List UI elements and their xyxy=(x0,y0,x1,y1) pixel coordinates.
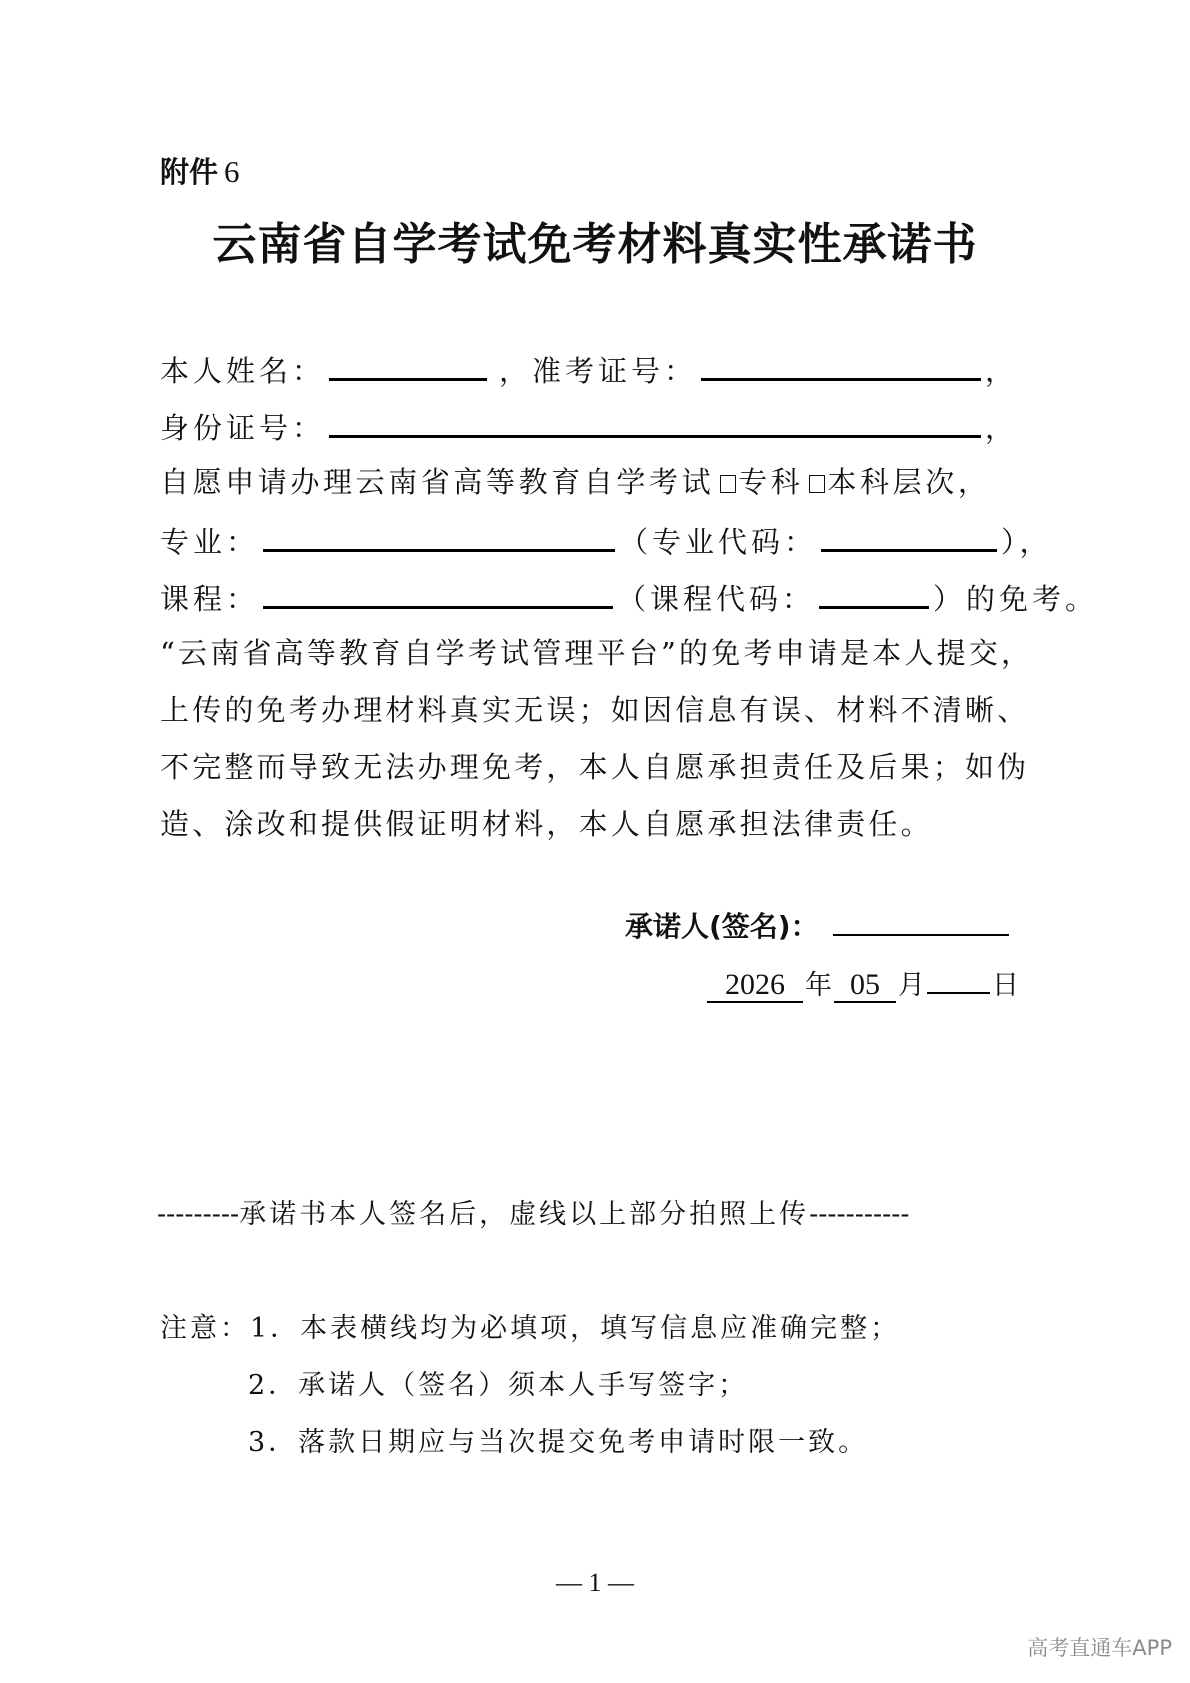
major-code-field[interactable] xyxy=(821,519,997,552)
course-field[interactable] xyxy=(263,576,613,609)
id-number-field[interactable] xyxy=(329,405,981,438)
line-end-comma: ， xyxy=(985,354,1019,388)
form-line-major xyxy=(160,519,1053,559)
note-item-2 xyxy=(248,1363,748,1402)
month-unit: 月 xyxy=(898,970,925,1001)
line-end: ）， xyxy=(1001,525,1053,559)
id-number-label: 身份证号： xyxy=(160,411,326,445)
form-line-name xyxy=(160,348,1018,388)
divider-text: 承诺书本人签名后，虚线以上部分拍照上传 xyxy=(239,1199,810,1230)
name-field[interactable] xyxy=(329,348,487,381)
attachment-number: 6 xyxy=(224,154,240,189)
date-row xyxy=(707,960,1021,1003)
page-number: — 1 — xyxy=(556,1568,634,1597)
note-item-1 xyxy=(160,1306,900,1345)
signature-row xyxy=(625,905,1013,945)
apply-text: 自愿申请办理云南省高等教育自学考试 xyxy=(160,465,715,499)
exam-id-label: 准考证号： xyxy=(532,354,698,388)
divider-dashes-left: --------- xyxy=(157,1199,240,1230)
note-text: 1．本表横线均为必填项，填写信息应准确完整； xyxy=(250,1313,901,1344)
page-title: 云南省自学考试免考材料真实性承诺书 xyxy=(212,219,978,270)
separator: ， xyxy=(499,354,533,388)
note-item-3 xyxy=(248,1420,868,1459)
course-code-field[interactable] xyxy=(819,576,929,609)
attachment-text: 附件 xyxy=(160,155,219,189)
exam-id-field[interactable] xyxy=(701,348,981,381)
signature-label: 承诺人(签名)： xyxy=(625,910,819,943)
form-line-course xyxy=(160,576,1098,616)
major-field[interactable] xyxy=(263,519,615,552)
option-junior-college: 专科 xyxy=(738,465,804,499)
form-line-id xyxy=(160,405,1018,445)
commitment-paragraph-line: 造、涂改和提供假证明材料，本人自愿承担法律责任。 xyxy=(160,807,933,841)
commitment-paragraph-line: “云南省高等教育自学考试管理平台”的免考申请是本人提交， xyxy=(160,636,1034,670)
course-code-label: （课程代码： xyxy=(617,582,816,616)
notes-label: 注意： xyxy=(160,1313,250,1344)
commitment-paragraph-line: 不完整而导致无法办理免考，本人自愿承担责任及后果；如伪 xyxy=(160,750,1030,784)
line-end-comma: ， xyxy=(985,411,1019,445)
major-code-label: （专业代码： xyxy=(619,525,818,559)
day-field[interactable] xyxy=(927,960,990,994)
note-text: 2．承诺人（签名）须本人手写签字； xyxy=(248,1370,749,1401)
major-label: 专业： xyxy=(160,525,260,559)
year-unit: 年 xyxy=(805,970,832,1001)
option-undergraduate: 本科层次 xyxy=(827,465,958,499)
form-line-level xyxy=(160,462,990,502)
watermark: 高考直通车APP xyxy=(1027,1636,1172,1660)
year-field[interactable]: 2026 xyxy=(707,969,803,1003)
line-end-comma: ， xyxy=(957,465,991,499)
divider-dashes-right: ----------- xyxy=(809,1199,910,1230)
commitment-paragraph-line: 上传的免考办理材料真实无误；如因信息有误、材料不清晰、 xyxy=(160,693,1030,727)
month-field[interactable]: 05 xyxy=(834,969,896,1003)
course-label: 课程： xyxy=(160,582,260,616)
checkbox-junior-college[interactable] xyxy=(720,475,736,493)
upload-divider xyxy=(157,1192,909,1231)
line-end: ）的免考。 xyxy=(933,582,1099,616)
checkbox-undergraduate[interactable] xyxy=(809,475,825,493)
note-text: 3．落款日期应与当次提交免考申请时限一致。 xyxy=(248,1427,869,1458)
attachment-label xyxy=(160,150,240,191)
name-label: 本人姓名： xyxy=(160,354,326,388)
signature-field[interactable] xyxy=(833,906,1009,936)
day-unit: 日 xyxy=(992,970,1019,1001)
